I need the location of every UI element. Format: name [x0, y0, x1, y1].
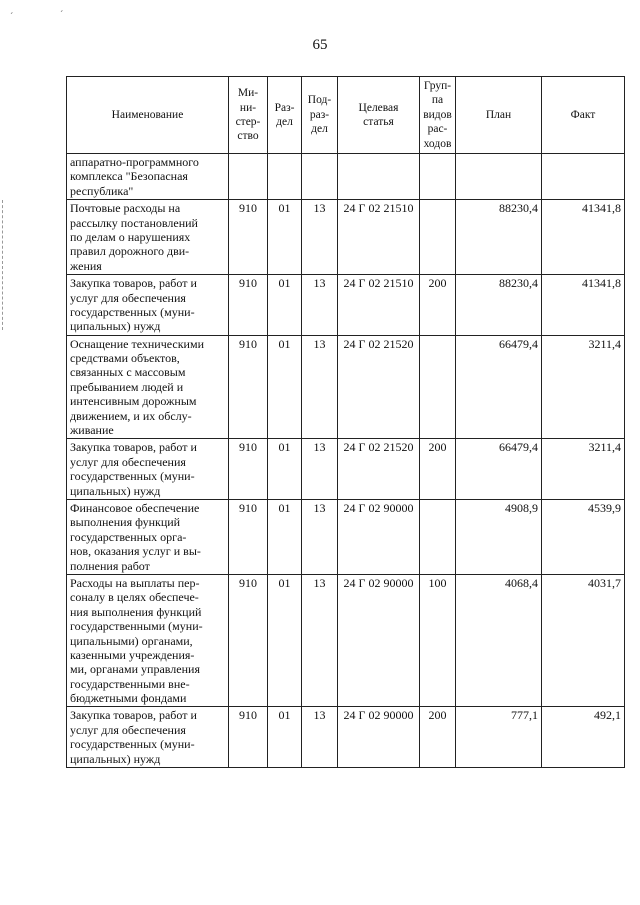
cell-podraz: 13 [302, 439, 338, 500]
cell-name [67, 439, 229, 500]
table-body [67, 154, 625, 768]
cell-min: 910 [229, 275, 268, 336]
cell-name-line: ципальными) органами, [70, 633, 193, 648]
page-number: 65 [312, 37, 328, 53]
cell-name-line: жения [70, 258, 102, 273]
cell-name [67, 335, 229, 439]
cell-vr [420, 200, 456, 275]
cell-podraz: 13 [302, 335, 338, 439]
cell-min: 910 [229, 499, 268, 574]
cell-name-line: нов, оказания услуг и вы- [70, 544, 201, 559]
scan-mark: ´ [60, 10, 64, 21]
cell-name-line: живание [70, 423, 114, 438]
cell-name-line: Закупка товаров, работ и [70, 708, 197, 723]
column-header-text: дел [311, 123, 328, 136]
cell-name-line: государственных (муни- [70, 469, 195, 484]
column-header-text: видов [423, 108, 452, 121]
cell-name-line: Закупка товаров, работ и [70, 276, 197, 291]
scan-edge-artifact [2, 200, 4, 330]
table-header-row [67, 77, 625, 154]
cell-razdel: 01 [268, 200, 302, 275]
cell-name-line: аппаратно-программного [70, 155, 199, 169]
cell-razdel: 01 [268, 707, 302, 768]
cell-name-line: выполнения функций [70, 515, 181, 530]
cell-name [67, 574, 229, 707]
cell-podraz: 13 [302, 200, 338, 275]
cell-name-line: республика" [70, 183, 134, 198]
cell-name [67, 154, 229, 200]
cell-name-line: ния выполнения функций [70, 604, 202, 619]
table-row [67, 275, 625, 336]
table-row [67, 707, 625, 768]
cell-name [67, 499, 229, 574]
cell-plan: 777,1 [456, 707, 542, 768]
cell-min [229, 154, 268, 200]
column-header-text: Под- [307, 94, 332, 107]
column-header-text: дел [276, 116, 293, 128]
cell-min: 910 [229, 707, 268, 768]
column-header-text: Ми- [237, 87, 259, 100]
column-header-text: стер- [235, 116, 261, 128]
cell-cs: 24 Г 02 21520 [338, 439, 420, 500]
cell-cs: 24 Г 02 90000 [338, 499, 420, 574]
column-header-text: Наименование [111, 108, 184, 121]
cell-vr [420, 335, 456, 439]
cell-podraz: 13 [302, 275, 338, 336]
column-header-fact [542, 77, 625, 154]
cell-cs: 24 Г 02 21510 [338, 275, 420, 336]
table-row [67, 335, 625, 439]
column-header-text: статья [363, 116, 394, 128]
cell-name-line: государственными (муни- [70, 619, 203, 634]
cell-razdel: 01 [268, 335, 302, 439]
cell-name-line: по делам о нарушениях [70, 229, 191, 244]
cell-plan: 66479,4 [456, 439, 542, 500]
cell-name-line: услуг для обеспечения [70, 722, 186, 737]
cell-name-line: соналу в целях обеспече- [70, 590, 199, 605]
cell-podraz: 13 [302, 707, 338, 768]
column-header-name [67, 77, 229, 154]
cell-fact: 4031,7 [542, 574, 625, 707]
column-header-text: Раз- [274, 101, 295, 114]
cell-name-line: ципальных) нужд [70, 319, 161, 334]
cell-min: 910 [229, 574, 268, 707]
cell-cs: 24 Г 02 90000 [338, 707, 420, 768]
cell-name-line: средствами объектов, [70, 351, 180, 366]
table-row [67, 574, 625, 707]
cell-razdel: 01 [268, 499, 302, 574]
cell-name-line: государственными вне- [70, 676, 190, 691]
cell-razdel: 01 [268, 574, 302, 707]
cell-razdel: 01 [268, 439, 302, 500]
cell-name-line: ципальных) нужд [70, 483, 161, 498]
cell-razdel: 01 [268, 275, 302, 336]
cell-vr: 200 [420, 707, 456, 768]
cell-name-line: услуг для обеспечения [70, 454, 186, 469]
cell-name-line: Закупка товаров, работ и [70, 440, 197, 455]
cell-vr [420, 154, 456, 200]
cell-cs: 24 Г 02 21510 [338, 200, 420, 275]
column-header-text: План [485, 108, 512, 121]
cell-name-line: бюджетными фондами [70, 691, 187, 706]
cell-vr: 200 [420, 275, 456, 336]
cell-name [67, 200, 229, 275]
cell-plan: 4908,9 [456, 499, 542, 574]
cell-name-line: полнения работ [70, 558, 150, 573]
cell-name-line: услуг для обеспечения [70, 290, 186, 305]
cell-min: 910 [229, 200, 268, 275]
column-header-vr [420, 77, 456, 154]
column-header-min [229, 77, 268, 154]
column-header-text: рас- [427, 123, 448, 136]
cell-plan: 88230,4 [456, 200, 542, 275]
cell-cs: 24 Г 02 21520 [338, 335, 420, 439]
scan-mark: ´ [10, 12, 14, 23]
cell-fact: 3211,4 [542, 439, 625, 500]
table-row [67, 154, 625, 200]
cell-podraz: 13 [302, 499, 338, 574]
column-header-text: ходов [423, 137, 452, 150]
column-header-text: па [431, 94, 444, 107]
column-header-text: Груп- [423, 80, 452, 93]
cell-name-line: казенными учреждения- [70, 647, 195, 662]
column-header-text: Целевая [358, 101, 399, 114]
cell-fact [542, 154, 625, 200]
cell-plan: 88230,4 [456, 275, 542, 336]
cell-name-line: Оснащение техническими [70, 336, 204, 351]
cell-podraz [302, 154, 338, 200]
cell-plan: 66479,4 [456, 335, 542, 439]
table-row [67, 439, 625, 500]
table-row [67, 200, 625, 275]
column-header-text: ни- [239, 101, 257, 114]
cell-name [67, 275, 229, 336]
cell-name-line: правил дорожного дви- [70, 244, 190, 259]
cell-min: 910 [229, 335, 268, 439]
column-header-text: ство [237, 130, 259, 143]
cell-name-line: рассылку постановлений [70, 215, 198, 230]
cell-razdel [268, 154, 302, 200]
cell-fact: 3211,4 [542, 335, 625, 439]
cell-name-line: ципальных) нужд [70, 751, 161, 766]
cell-name-line: государственных (муни- [70, 737, 195, 752]
cell-vr: 100 [420, 574, 456, 707]
cell-name-line: Расходы на выплаты пер- [70, 575, 200, 590]
cell-name-line: комплекса "Безопасная [70, 169, 188, 184]
cell-fact: 41341,8 [542, 275, 625, 336]
cell-name-line: пребыванием людей и [70, 379, 184, 394]
cell-name-line: интенсивным дорожным [70, 394, 197, 409]
cell-name-line: движением, и их обслу- [70, 408, 192, 423]
cell-vr [420, 499, 456, 574]
column-header-cs [338, 77, 420, 154]
cell-name [67, 707, 229, 768]
cell-name-line: государственных орга- [70, 529, 187, 544]
cell-fact: 492,1 [542, 707, 625, 768]
column-header-razdel [268, 77, 302, 154]
table-row [67, 499, 625, 574]
cell-cs [338, 154, 420, 200]
cell-name-line: ми, органами управления [70, 662, 200, 677]
column-header-text: раз- [309, 108, 330, 121]
cell-podraz: 13 [302, 574, 338, 707]
cell-cs: 24 Г 02 90000 [338, 574, 420, 707]
column-header-plan [456, 77, 542, 154]
cell-name-line: государственных (муни- [70, 304, 195, 319]
cell-fact: 41341,8 [542, 200, 625, 275]
cell-name-line: связанных с массовым [70, 365, 186, 380]
cell-min: 910 [229, 439, 268, 500]
budget-table [66, 76, 625, 768]
column-header-text: Факт [570, 108, 596, 121]
cell-name-line: Почтовые расходы на [70, 201, 181, 216]
cell-name-line: Финансовое обеспечение [70, 500, 200, 515]
cell-fact: 4539,9 [542, 499, 625, 574]
cell-plan: 4068,4 [456, 574, 542, 707]
cell-plan [456, 154, 542, 200]
cell-vr: 200 [420, 439, 456, 500]
column-header-podraz [302, 77, 338, 154]
